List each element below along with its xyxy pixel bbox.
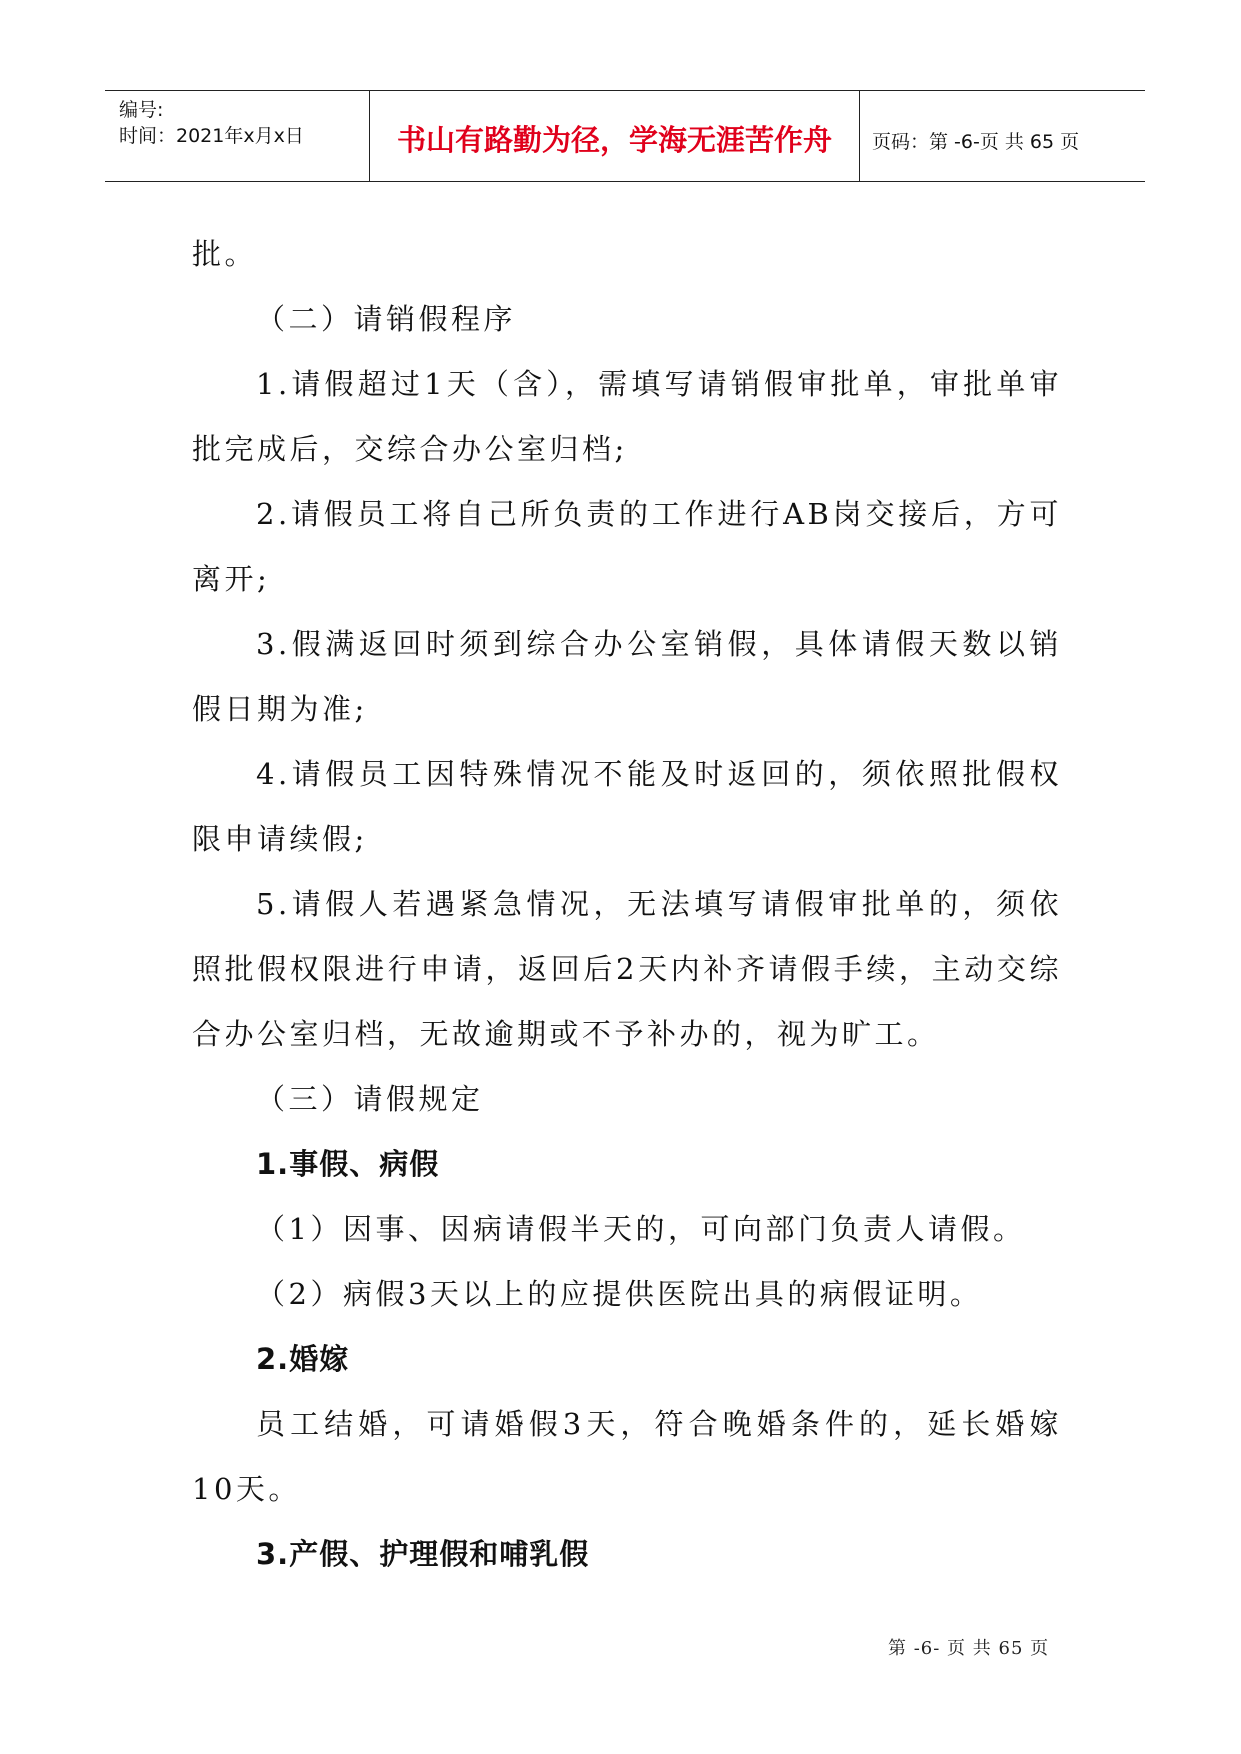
subheading-marriage-leave: 2.婚嫁 (256, 1342, 350, 1376)
paragraph-continuation: 批。 (192, 237, 258, 271)
document-body (192, 222, 1062, 1587)
paragraph-item-3: 3.假满返回时须到综合办公室销假，具体请假天数以销假日期为准; (192, 627, 1062, 726)
paragraph-marriage-leave: 员工结婚，可请婚假3天，符合晚婚条件的，延长婚嫁10天。 (192, 1407, 1062, 1506)
paragraph-item-2: 2.请假员工将自己所负责的工作进行AB岗交接后，方可离开; (192, 497, 1062, 596)
subheading-maternity-leave: 3.产假、护理假和哺乳假 (256, 1537, 590, 1571)
header-motto: 书山有路勤为径，学海无涯苦作舟 (396, 122, 832, 157)
paragraph-rule-2: （2）病假3天以上的应提供医院出具的病假证明。 (256, 1277, 983, 1311)
section-heading-leave-rules: （三）请假规定 (256, 1082, 484, 1116)
header-motto-cell (370, 91, 860, 181)
header-page-cell (860, 91, 1145, 181)
paragraph-rule-1: （1）因事、因病请假半天的，可向部门负责人请假。 (256, 1212, 1026, 1246)
header-page-label: 页码：第 -6-页 共 65 页 (872, 130, 1080, 153)
section-heading-leave-procedure: （二）请销假程序 (256, 302, 517, 336)
paragraph-item-5: 5.请假人若遇紧急情况，无法填写请假审批单的，须依照批假权限进行申请，返回后2天内补齐请假手续，主动交综合办公室归档，无故逾期或不予补办的，视为旷工。 (192, 887, 1062, 1051)
paragraph-item-4: 4.请假员工因特殊情况不能及时返回的，须依照批假权限申请续假; (192, 757, 1062, 856)
document-header (105, 90, 1145, 182)
header-time-label: 时间：2021年x月x日 (119, 125, 304, 147)
paragraph-item-1: 1.请假超过1天（含），需填写请销假审批单，审批单审批完成后，交综合办公室归档; (192, 367, 1062, 466)
header-meta-cell (105, 91, 370, 181)
subheading-personal-sick-leave: 1.事假、病假 (256, 1147, 440, 1181)
page-footer: 第 -6- 页 共 65 页 (888, 1638, 1050, 1659)
header-number-label: 编号: (119, 99, 164, 121)
